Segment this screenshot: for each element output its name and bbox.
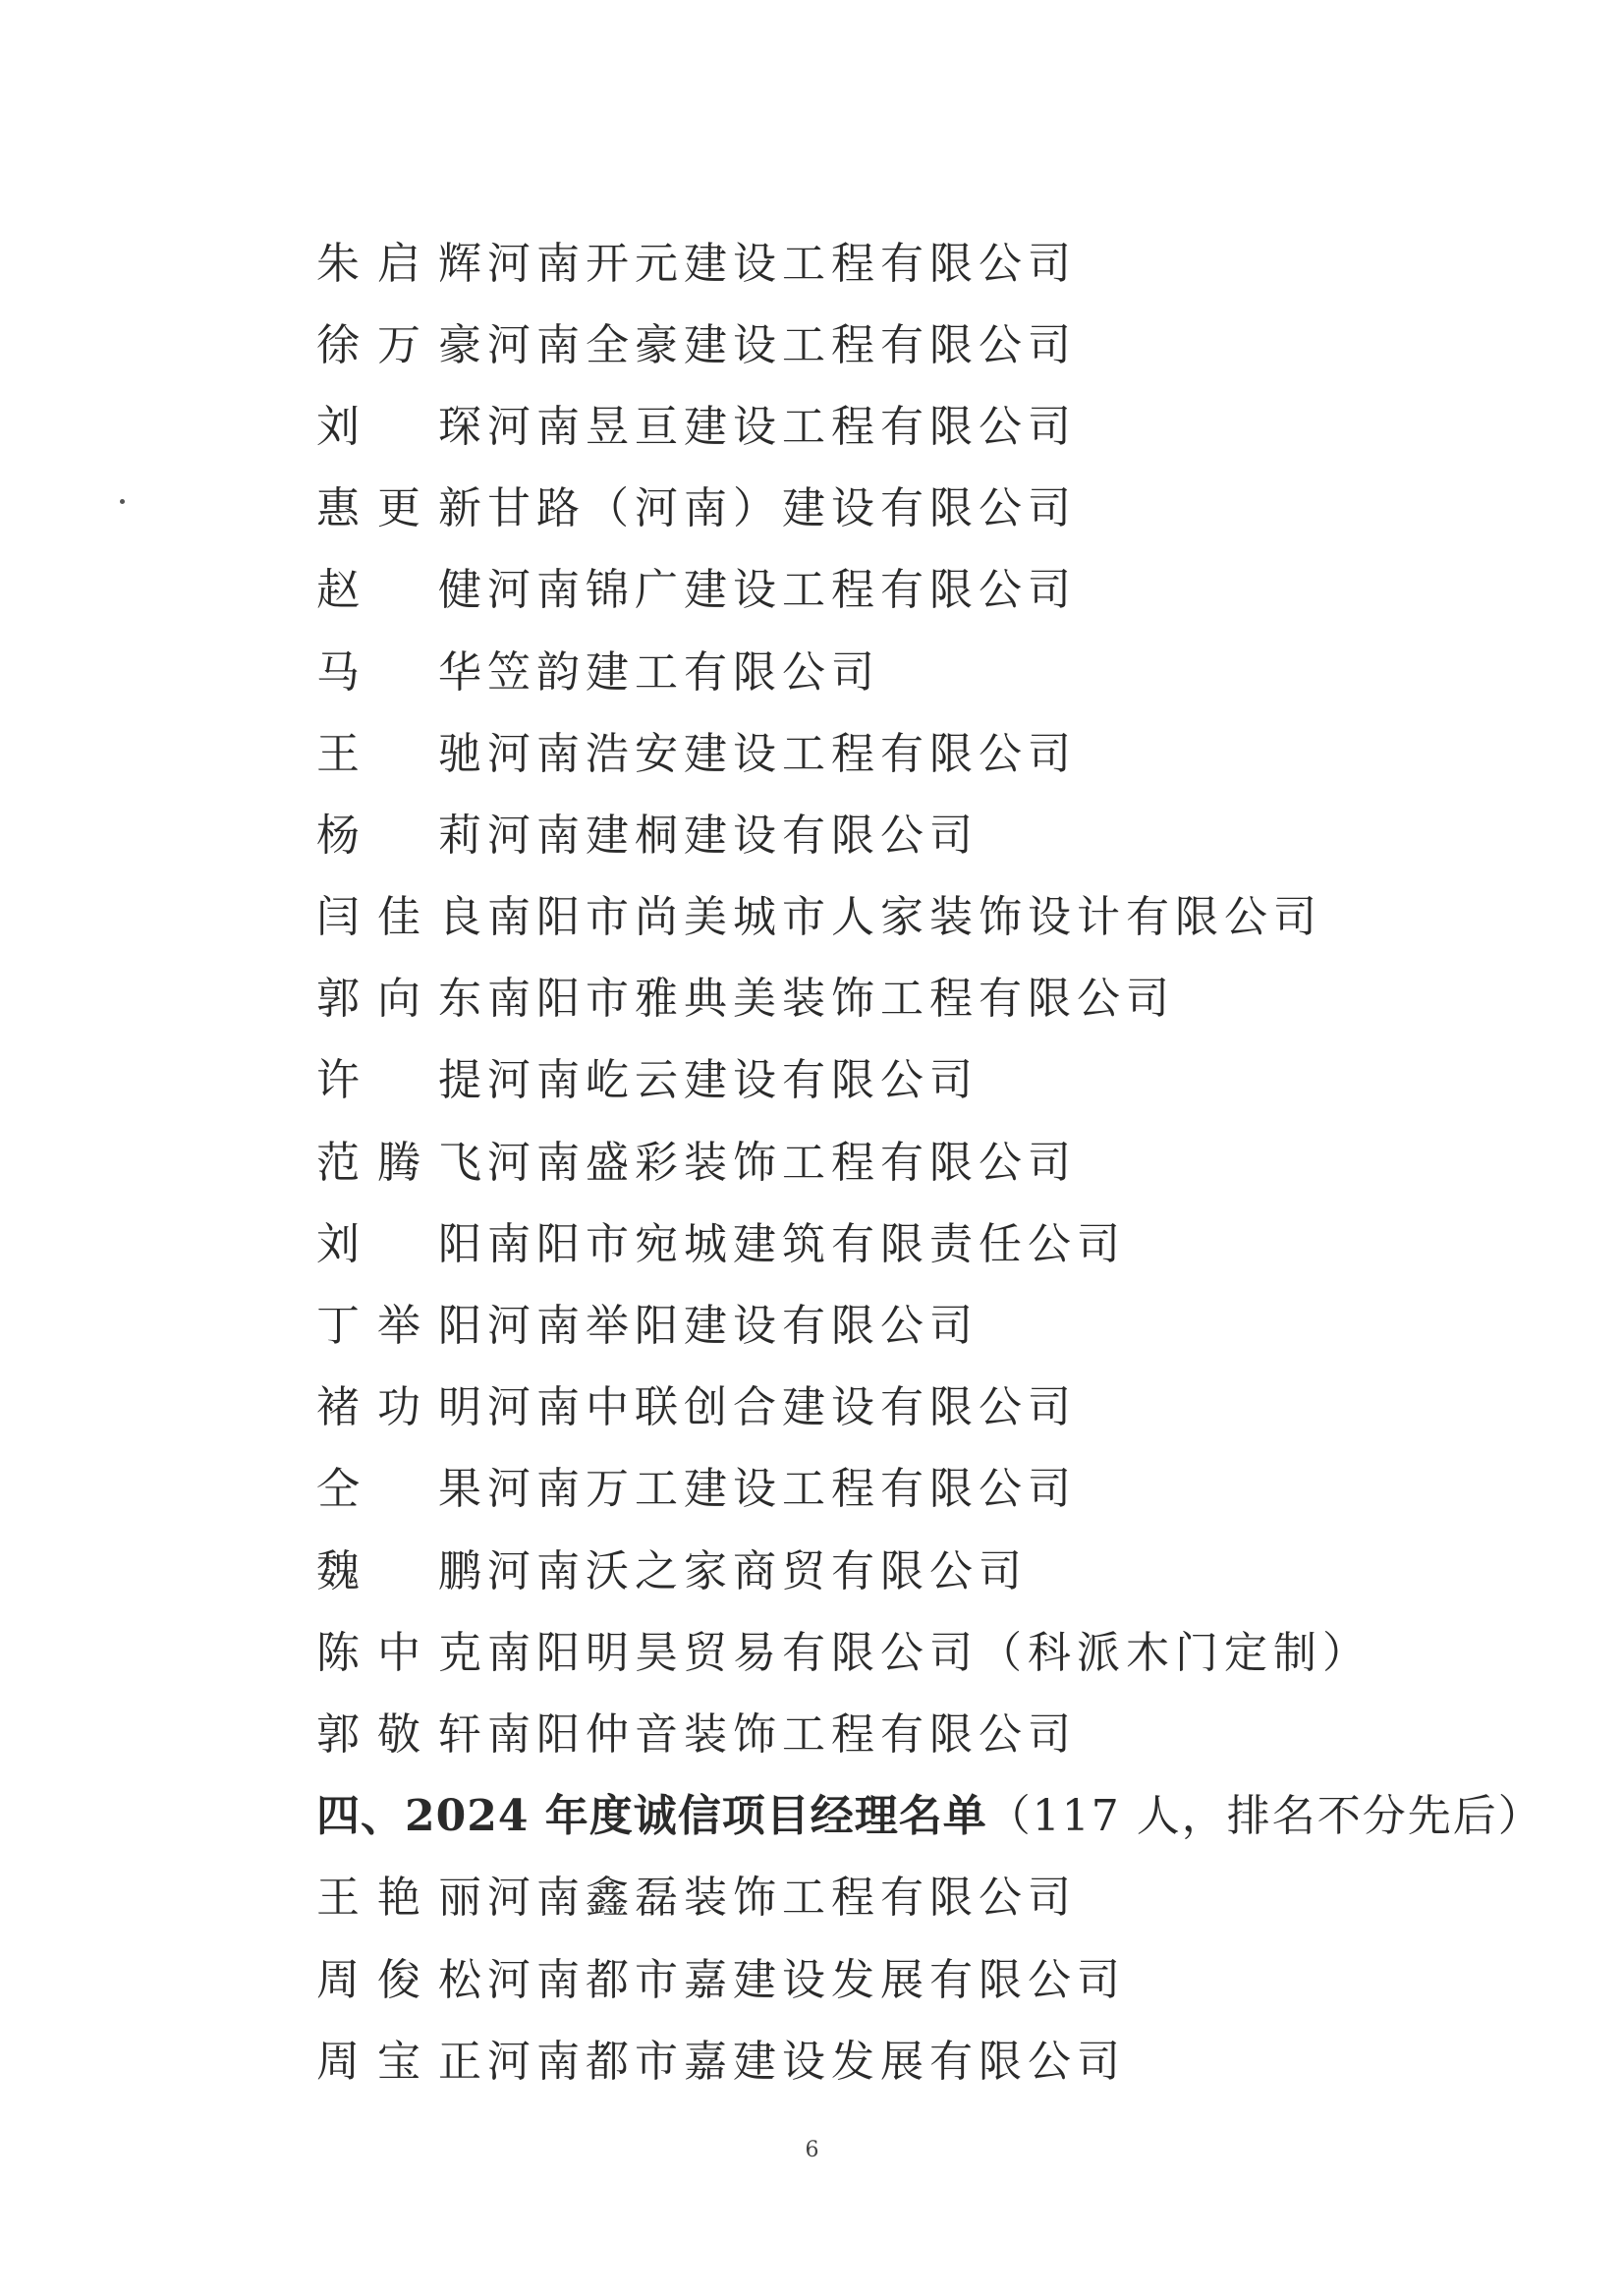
company-name: 河南开元建设工程有限公司	[487, 238, 1077, 289]
list-item	[316, 381, 1495, 463]
list-item	[316, 1117, 1495, 1199]
list-item	[316, 2016, 1495, 2098]
person-name: 许提	[316, 1055, 487, 1106]
person-name: 朱启辉	[316, 238, 487, 289]
list-item	[316, 1444, 1495, 1526]
company-name: 河南屹云建设有限公司	[487, 1055, 979, 1106]
person-name: 丁举阳	[316, 1301, 487, 1352]
section-heading	[316, 1771, 1543, 1853]
company-name: 河南都市嘉建设发展有限公司	[487, 2036, 1126, 2087]
person-name: 刘阳	[316, 1218, 487, 1269]
honor-list	[316, 218, 1543, 2098]
list-item	[316, 872, 1495, 954]
person-name: 周宝正	[316, 2036, 487, 2087]
person-name: 范腾飞	[316, 1137, 487, 1188]
list-item	[316, 790, 1495, 871]
page-number: 6	[805, 2138, 819, 2162]
scan-speck	[120, 499, 125, 504]
person-name: 褚功明	[316, 1382, 487, 1433]
list-item	[316, 218, 1495, 300]
company-name: 南阳明昊贸易有限公司（科派木门定制）	[487, 1627, 1372, 1678]
list-item	[316, 1607, 1495, 1689]
company-name: 河南中联创合建设有限公司	[487, 1382, 1077, 1433]
person-name: 魏鹏	[316, 1545, 487, 1596]
person-name: 闫佳良	[316, 892, 487, 943]
person-name: 马华	[316, 646, 487, 698]
company-name: 河南建桐建设有限公司	[487, 810, 979, 861]
list-item	[316, 954, 1495, 1036]
person-name: 刘琛	[316, 401, 487, 452]
person-name: 陈中克	[316, 1627, 487, 1678]
section-note: （117 人，排名不分先后）	[986, 1791, 1543, 1842]
company-name: 南阳市尚美城市人家装饰设计有限公司	[487, 892, 1322, 943]
company-name: 河南万工建设工程有限公司	[487, 1464, 1077, 1515]
company-name: 河南鑫磊装饰工程有限公司	[487, 1873, 1077, 1924]
list-item	[316, 627, 1495, 708]
company-name: 河南都市嘉建设发展有限公司	[487, 1954, 1126, 2005]
company-name: 河南沃之家商贸有限公司	[487, 1545, 1028, 1596]
list-item	[316, 1036, 1495, 1117]
company-name: 河南全豪建设工程有限公司	[487, 319, 1077, 370]
company-name: 河南盛彩装饰工程有限公司	[487, 1137, 1077, 1188]
list-item	[316, 1526, 1495, 1607]
company-name: 河南昱亘建设工程有限公司	[487, 401, 1077, 452]
list-item	[316, 1280, 1495, 1362]
company-name: 河南锦广建设工程有限公司	[487, 565, 1077, 616]
person-name: 惠更新	[316, 483, 487, 534]
list-item	[316, 464, 1495, 545]
list-item	[316, 1199, 1495, 1280]
list-item	[316, 708, 1495, 790]
company-name: 南阳市雅典美装饰工程有限公司	[487, 974, 1175, 1025]
list-item	[316, 1363, 1495, 1444]
company-name: 南阳市宛城建筑有限责任公司	[487, 1218, 1126, 1269]
person-name: 周俊松	[316, 1954, 487, 2005]
list-item	[316, 545, 1495, 627]
person-name: 杨莉	[316, 810, 487, 861]
person-name: 仝果	[316, 1464, 487, 1515]
person-name: 郭敬轩	[316, 1708, 487, 1760]
list-item	[316, 1689, 1495, 1770]
company-name: 南阳仲音装饰工程有限公司	[487, 1708, 1077, 1760]
person-name: 郭向东	[316, 974, 487, 1025]
section-title: 四、2024 年度诚信项目经理名单	[316, 1791, 987, 1842]
person-name: 徐万豪	[316, 319, 487, 370]
person-name: 赵健	[316, 565, 487, 616]
list-item	[316, 1934, 1495, 2016]
person-name: 王艳丽	[316, 1873, 487, 1924]
person-name: 王驰	[316, 728, 487, 779]
company-name: 甘路（河南）建设有限公司	[487, 483, 1077, 534]
company-name: 河南举阳建设有限公司	[487, 1301, 979, 1352]
list-item	[316, 300, 1495, 381]
company-name: 河南浩安建设工程有限公司	[487, 728, 1077, 779]
company-name: 笠韵建工有限公司	[487, 646, 880, 698]
list-item	[316, 1853, 1495, 1934]
